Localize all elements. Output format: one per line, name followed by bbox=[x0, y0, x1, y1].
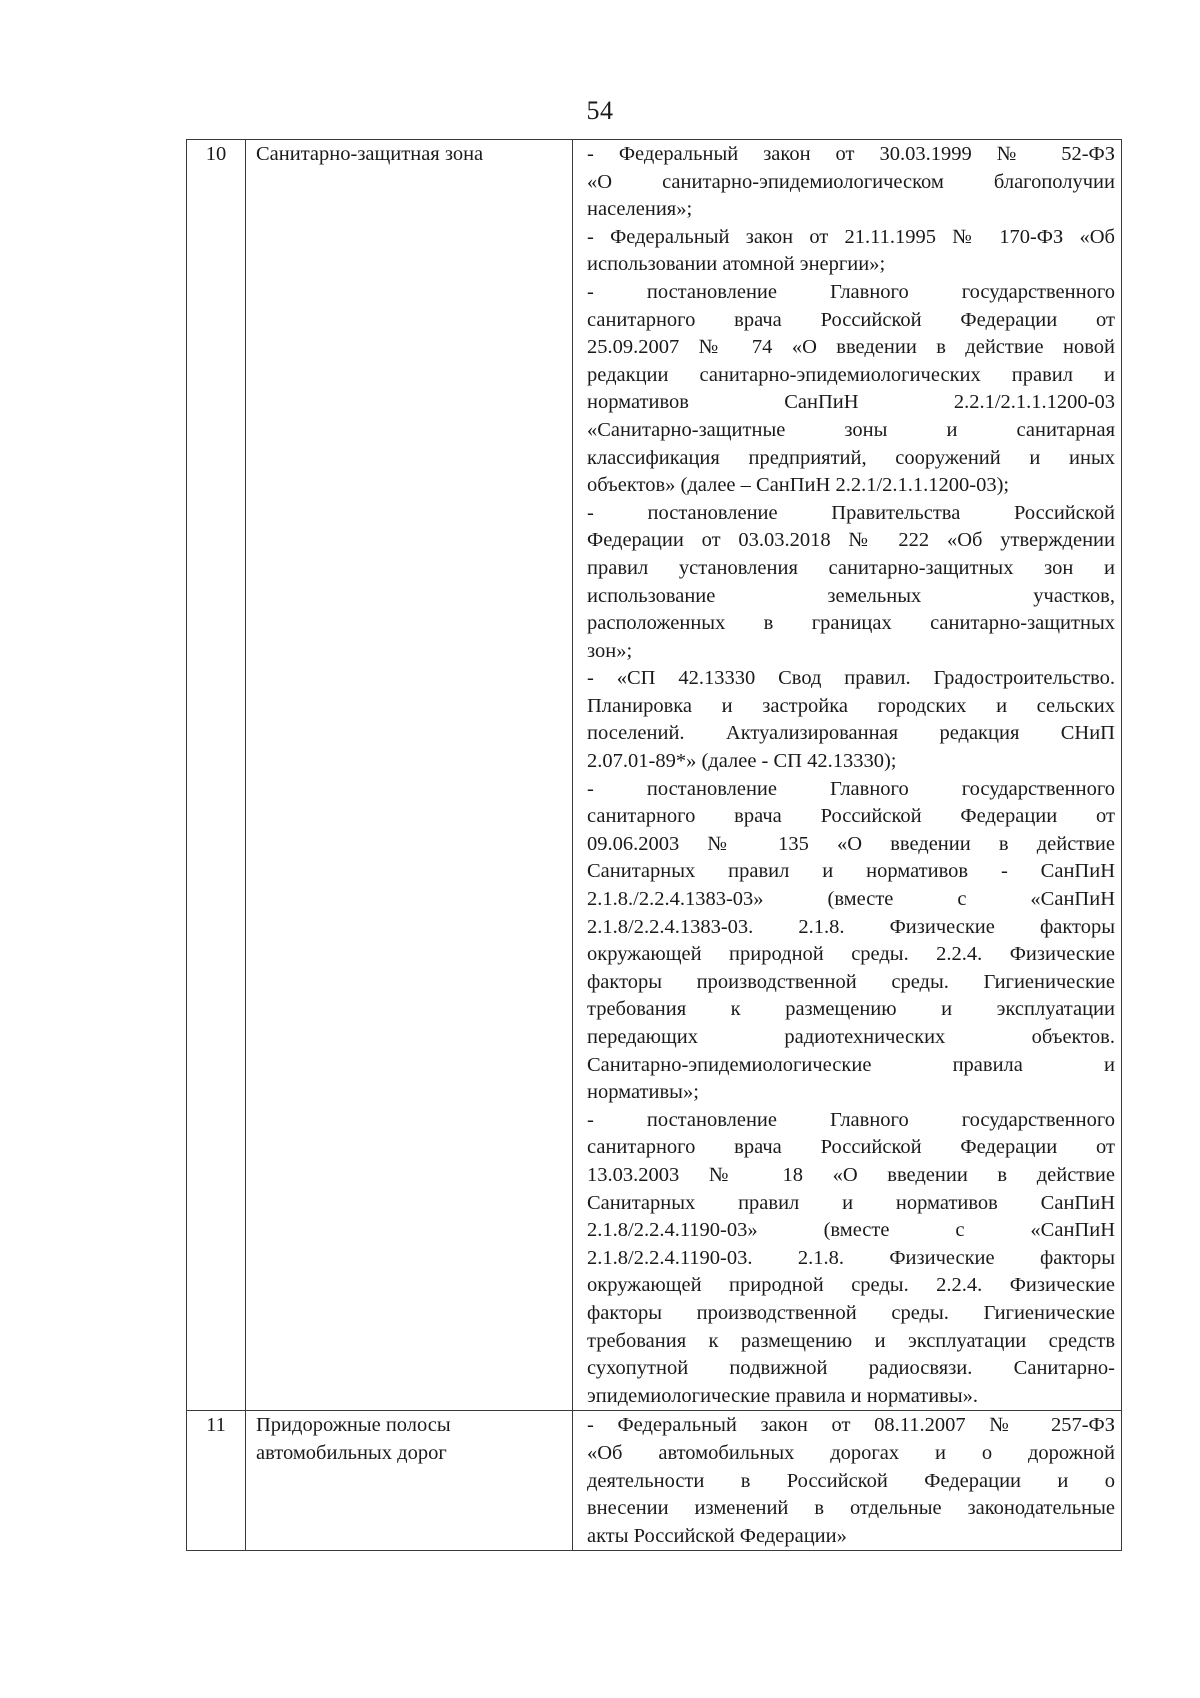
page-number: 54 bbox=[586, 96, 614, 125]
document-line: нормативов СанПиН 2.2.1/2.1.1.1200-03 bbox=[587, 391, 1115, 414]
legal-basis-table bbox=[186, 139, 1122, 1551]
document-line: Санитарно-эпидемиологические правила и bbox=[587, 1053, 1115, 1076]
document-line: санитарного врача Российской Федерации от bbox=[587, 805, 1115, 828]
document-line: деятельности в Российской Федерации и о bbox=[587, 1469, 1115, 1492]
document-line: - «СП 42.13330 Свод правил. Градостроительство. bbox=[587, 667, 1115, 690]
document-line: Федерации от 03.03.2018 № 222 «Об утверждении bbox=[587, 529, 1115, 552]
document-line: «О санитарно-эпидемиологическом благополучии bbox=[587, 170, 1115, 193]
legal-documents bbox=[573, 1411, 1122, 1551]
document-line: внесении изменений в отдельные законодательные bbox=[587, 1497, 1115, 1520]
document-line: - постановление Правительства Российской bbox=[587, 501, 1115, 524]
document-line: редакции санитарно-эпидемиологических правил и bbox=[587, 363, 1115, 386]
zone-name-line: Санитарно-защитная зона bbox=[256, 143, 484, 165]
document-line: населения»; bbox=[587, 198, 693, 221]
document-line: нормативы»; bbox=[587, 1081, 699, 1104]
document-line: поселений. Актуализированная редакция СНиП bbox=[587, 722, 1115, 745]
document-line: требования к размещению и эксплуатации средств bbox=[587, 1329, 1115, 1352]
legal-documents bbox=[573, 140, 1122, 1411]
zone-name bbox=[246, 140, 573, 1411]
document-line: - постановление Главного государственного bbox=[587, 1108, 1115, 1131]
document-line: 2.07.01-89*» (далее - СП 42.13330); bbox=[587, 750, 897, 773]
document-line: классификация предприятий, сооружений и иных bbox=[587, 446, 1115, 469]
document-line: факторы производственной среды. Гигиенические bbox=[587, 1301, 1115, 1324]
document-line: правил установления санитарно-защитных зон и bbox=[587, 556, 1115, 579]
document-line: 09.06.2003 № 135 «О введении в действие bbox=[587, 832, 1115, 855]
document-line: - Федеральный закон от 30.03.1999 № 52-ФЗ bbox=[587, 143, 1115, 165]
document-line: расположенных в границах санитарно-защитных bbox=[587, 612, 1115, 635]
zone-name-line: автомобильных дорог bbox=[256, 1441, 447, 1464]
document-line: эпидемиологические правила и нормативы». bbox=[587, 1384, 979, 1407]
document-line: 13.03.2003 № 18 «О введении в действие bbox=[587, 1163, 1115, 1186]
document-line: факторы производственной среды. Гигиенические bbox=[587, 970, 1115, 993]
document-line: - Федеральный закон от 21.11.1995 № 170-ФЗ «Об bbox=[587, 225, 1115, 248]
document-line: использование земельных участков, bbox=[587, 584, 1115, 607]
document-line: требования к размещению и эксплуатации bbox=[587, 998, 1115, 1021]
document-line: санитарного врача Российской Федерации от bbox=[587, 1136, 1115, 1159]
document-line: 2.1.8/2.2.4.1190-03» (вместе с «СанПиН bbox=[587, 1219, 1115, 1242]
table-row bbox=[187, 140, 1122, 1411]
document-line: 25.09.2007 № 74 «О введении в действие новой bbox=[587, 336, 1115, 359]
document-line: 2.1.8/2.2.4.1190-03. 2.1.8. Физические факторы bbox=[587, 1246, 1115, 1269]
document-line: окружающей природной среды. 2.2.4. Физические bbox=[587, 943, 1115, 966]
zone-name-line: Придорожные полосы bbox=[256, 1414, 451, 1437]
document-line: передающих радиотехнических объектов. bbox=[587, 1026, 1115, 1048]
document-line: Планировка и застройка городских и сельских bbox=[587, 694, 1115, 717]
document-line: объектов» (далее – СанПиН 2.2.1/2.1.1.1200-03); bbox=[587, 474, 1010, 497]
document-line: 2.1.8./2.2.4.1383-03» (вместе с «СанПиН bbox=[587, 888, 1115, 911]
document-line: - постановление Главного государственного bbox=[587, 280, 1115, 303]
table-body bbox=[187, 140, 1122, 1551]
document-line: «Об автомобильных дорогах и о дорожной bbox=[587, 1441, 1115, 1464]
document-line: акты Российской Федерации» bbox=[587, 1524, 847, 1547]
document-line: санитарного врача Российской Федерации от bbox=[587, 308, 1115, 331]
zone-name bbox=[246, 1411, 573, 1551]
document-line: окружающей природной среды. 2.2.4. Физические bbox=[587, 1274, 1115, 1297]
row-number: 10 bbox=[187, 140, 246, 1411]
document-line: - постановление Главного государственного bbox=[587, 777, 1115, 800]
table-row bbox=[187, 1411, 1122, 1551]
document-line: Санитарных правил и нормативов - СанПиН bbox=[587, 860, 1115, 883]
document-line: Санитарных правил и нормативов СанПиН bbox=[587, 1191, 1115, 1214]
document-line: зон»; bbox=[587, 639, 633, 662]
row-number: 11 bbox=[187, 1411, 246, 1551]
document-line: 2.1.8/2.2.4.1383-03. 2.1.8. Физические факторы bbox=[587, 915, 1115, 938]
document-line: «Санитарно-защитные зоны и санитарная bbox=[587, 418, 1115, 441]
document-line: - Федеральный закон от 08.11.2007 № 257-ФЗ bbox=[587, 1414, 1115, 1437]
document-line: использовании атомной энергии»; bbox=[587, 253, 886, 276]
document-line: сухопутной подвижной радиосвязи. Санитарно- bbox=[587, 1357, 1115, 1380]
